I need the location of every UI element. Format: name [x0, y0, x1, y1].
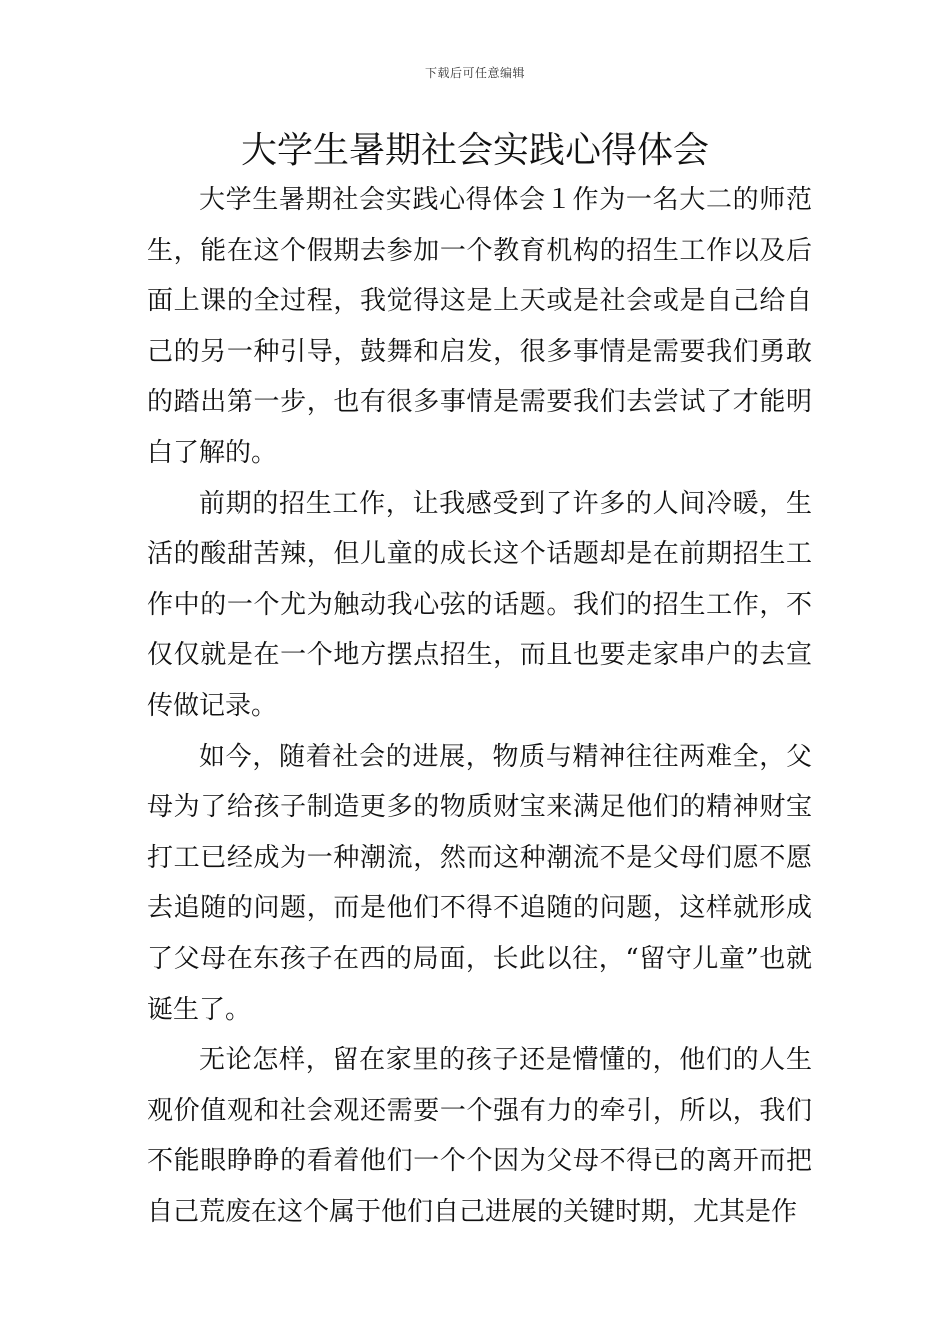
- header-note: 下载后可任意编辑: [424, 66, 525, 80]
- document-body: [147, 175, 812, 1237]
- document-title: 大学生暑期社会实践心得体会: [240, 130, 709, 171]
- paragraph: 如今，随着社会的进展，物质与精神往往两难全，父母为了给孩子制造更多的物质财宝来满足他们的精神财宝打工已经成为一种潮流，然而这种潮流不是父母们愿不愿去追随的问题，而是他们不得不追随的问题，这样就形成了父母在东孩子在西的局面，长此以往，“留守儿童”也就诞生了。: [147, 741, 812, 1025]
- paragraph: 大学生暑期社会实践心得体会１作为一名大二的师范生，能在这个假期去参加一个教育机构的招生工作以及后面上课的全过程，我觉得这是上天或是社会或是自己给自己的另一种引导，鼓舞和启发，很多事情是需要我们勇敢的踏出第一步，也有很多事情是需要我们去尝试了才能明白了解的。: [147, 185, 812, 468]
- paragraph: 无论怎样，留在家里的孩子还是懵懂的，他们的人生观价值观和社会观还需要一个强有力的牵引，所以，我们不能眼睁睁的看着他们一个个因为父母不得已的离开而把自己荒废在这个属于他们自己进展的关键时期，尤其是作: [147, 1045, 812, 1227]
- paragraph: 前期的招生工作，让我感受到了许多的人间冷暖，生活的酸甜苦辣，但儿童的成长这个话题却是在前期招生工作中的一个尤为触动我心弦的话题。我们的招生工作，不仅仅就是在一个地方摆点招生，而且也要走家串户的去宣传做记录。: [147, 488, 812, 721]
